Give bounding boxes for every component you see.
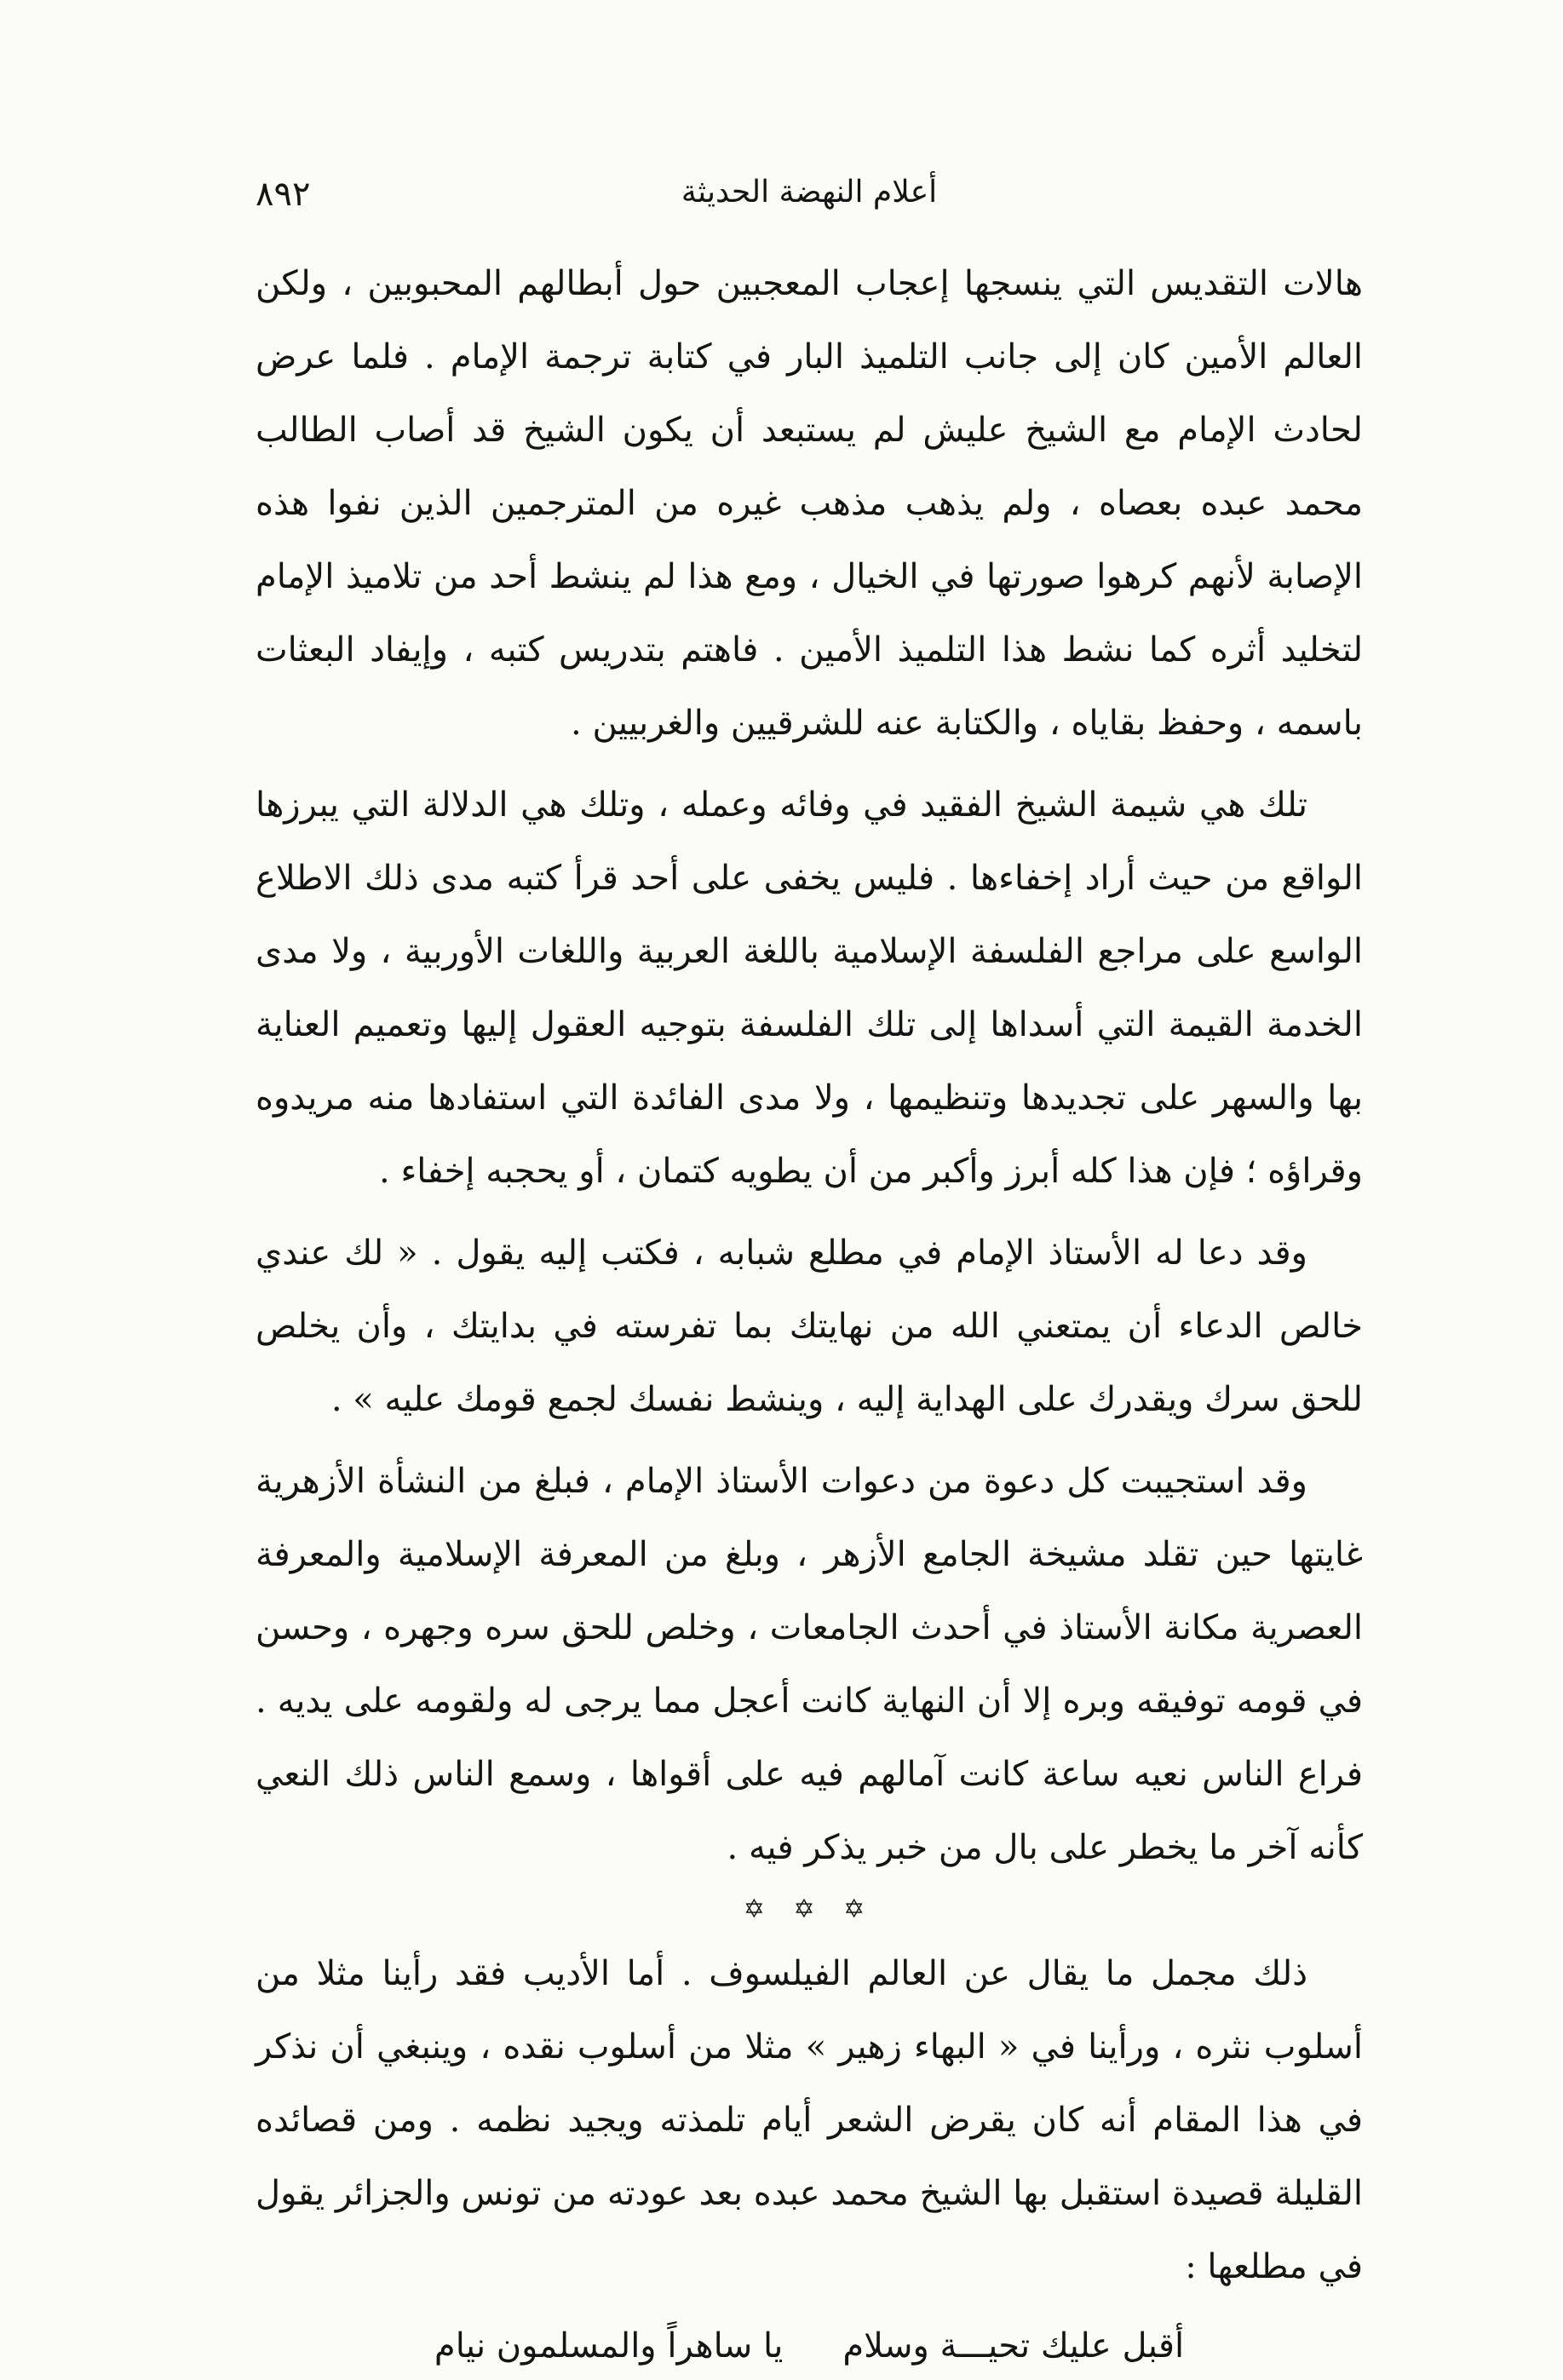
paragraph-5: ذلك مجمل ما يقال عن العالم الفيلسوف . أما الأديب فقد رأينا مثلا من أسلوب نثره ، ورأينا في « البهاء زهير » مثلا من أسلوب نقده ، وينبغي أن نذكر في هذا المقام أنه كان يقرض الشعر أيام تلمذته ويجيد نظمه . ومن قصائده القليلة قصيدة استقبل بها الشيخ محمد عبده بعد عودته من تونس والجزائر يقول في مطلعها : <box>256 1954 1363 2286</box>
paragraph-2: تلك هي شيمة الشيخ الفقيد في وفائه وعمله ، وتلك هي الدلالة التي يبرزها الواقع من حيث أراد إخفاءها . فليس يخفى على أحد قرأ كتبه مدى ذلك الاطلاع الواسع على مراجع الفلسفة الإسلامية باللغة العربية واللغات الأوربية ، ولا مدى الخدمة القيمة التي أسداها إلى تلك الفلسفة بتوجيه العقول إليها وتعميم العناية بها والسهر على تجديدها وتنظيمها ، ولا مدى الفائدة التي استفادها منه مريدوه وقراؤه ؛ فإن هذا كله أبرز وأكبر من أن يطويه كتمان ، أو يحجبه إخفاء . <box>256 785 1363 1191</box>
poem-verse <box>256 2312 1363 2380</box>
running-title: أعلام النهضة الحديثة <box>681 175 938 210</box>
paragraph-4: وقد استجيبت كل دعوة من دعوات الأستاذ الإمام ، فبلغ من النشأة الأزهرية غايتها حين تقلد مشيخة الجامع الأزهر ، وبلغ من المعرفة الإسلامية والمعرفة العصرية مكانة الأستاذ في أحدث الجامعات ، وخلص للحق سره وجهره ، وحسن في قومه توفيقه وبره إلا أن النهاية كانت أعجل مما يرجى له ولقومه على يديه . فراع الناس نعيه ساعة كانت آمالهم فيه على أقواها ، وسمع الناس ذلك النعي كأنه آخر ما يخطر على بال من خبر يذكر فيه . <box>256 1462 1363 1867</box>
verse-first-hemistich: أقبل عليك تحيـــة وسلام <box>842 2326 1185 2366</box>
paragraph-3: وقد دعا له الأستاذ الإمام في مطلع شبابه ، فكتب إليه يقول . « لك عندي خالص الدعاء أن يمتعني الله من نهايتك بما تفرسته في بدايتك ، وأن يخلص للحق سرك ويقدرك على الهداية إليه ، وينشط نفسك لجمع قومك عليه » . <box>256 1233 1364 1419</box>
section-separator-stars: ✡ ✡ ✡ <box>743 1894 876 1924</box>
verse-second-hemistich: يا ساهراً والمسلمون نيام <box>434 2326 784 2366</box>
paragraph-1: هالات التقديس التي ينسجها إعجاب المعجبين حول أبطالهم المحبوبين ، ولكن العالم الأمين كان إلى جانب التلميذ البار في كتابة ترجمة الإمام . فلما عرض لحادث الإمام مع الشيخ عليش لم يستبعد أن يكون الشيخ قد أصاب الطالب محمد عبده بعصاه ، ولم يذهب مذهب غيره من المترجمين الذين نفوا هذه الإصابة لأنهم كرهوا صورتها في الخيال ، ومع هذا لم ينشط أحد من تلاميذ الإمام لتخليد أثره كما نشط هذا التلميذ الأمين . فاهتم بتدريس كتبه ، وإيفاد البعثات باسمه ، وحفظ بقاياه ، والكتابة عنه للشرقيين والغربيين . <box>256 264 1363 743</box>
page-header <box>256 175 1363 226</box>
page-body <box>256 247 1363 2380</box>
page-number: ٨٩٢ <box>256 175 311 214</box>
